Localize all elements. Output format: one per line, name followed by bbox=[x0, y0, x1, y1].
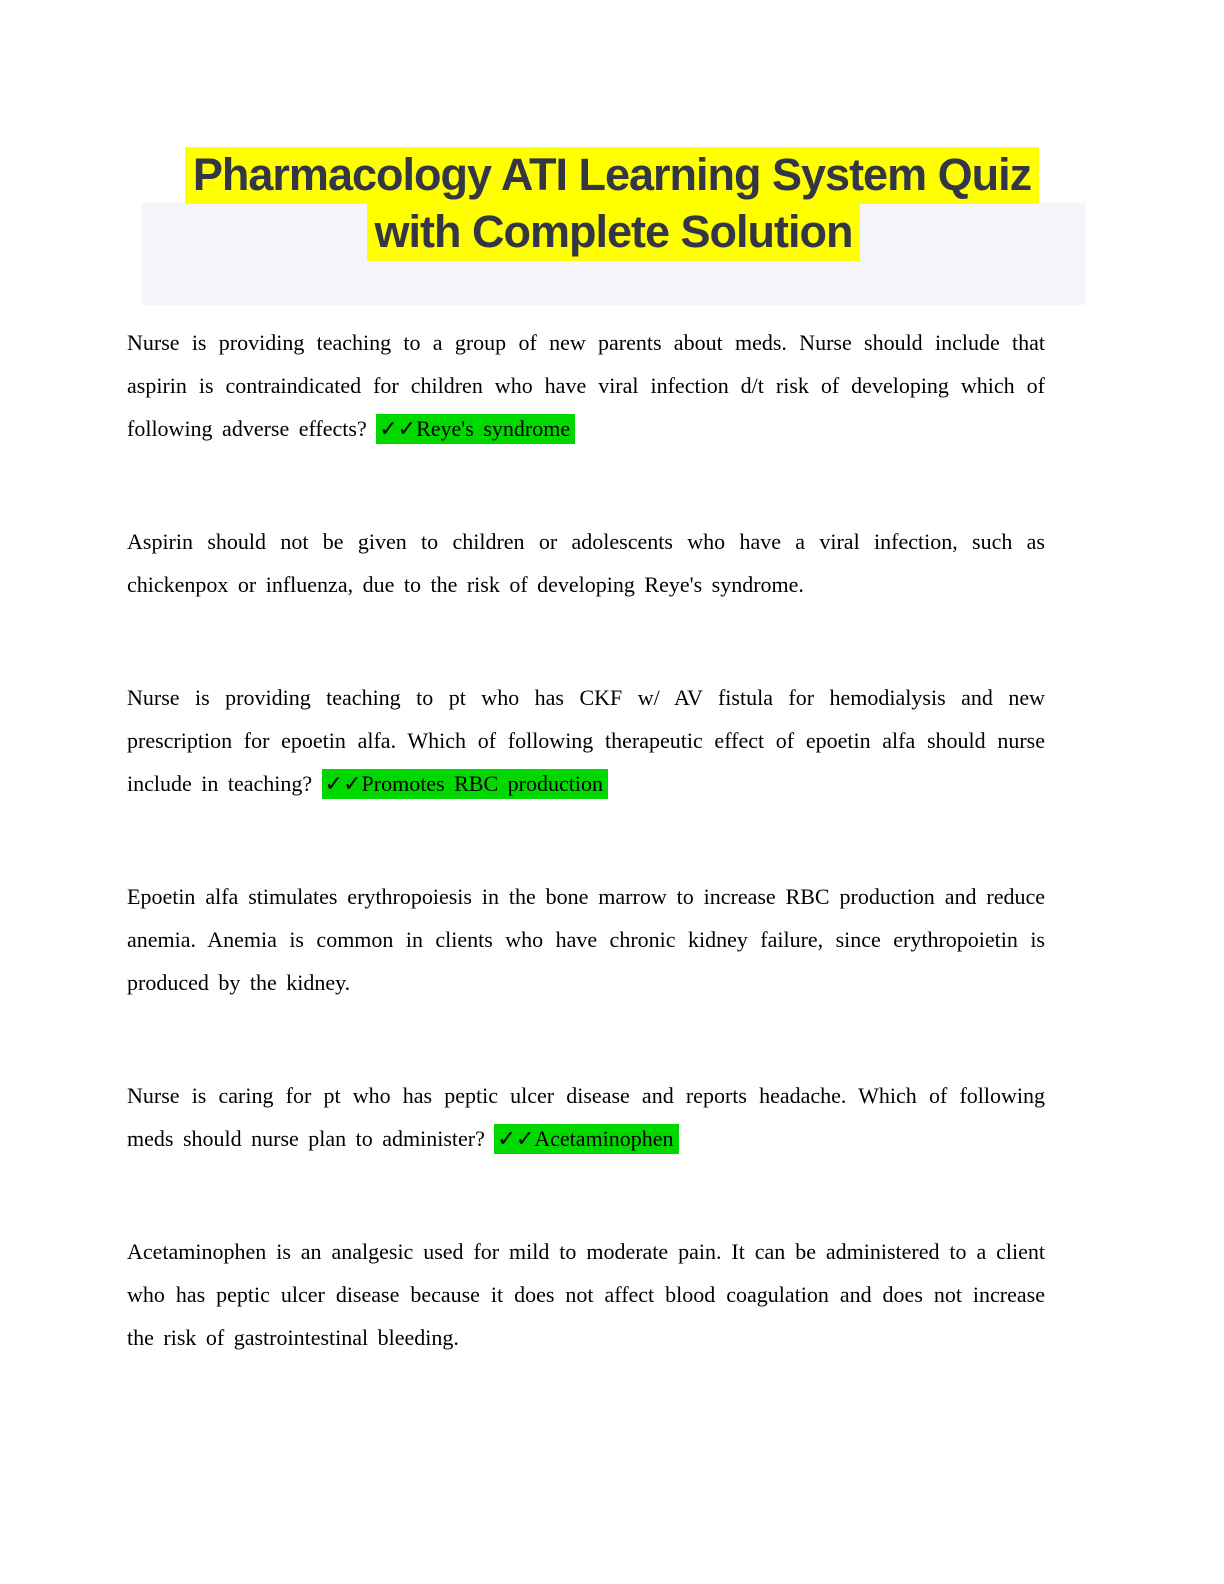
explanation-paragraph bbox=[127, 1230, 1045, 1359]
question-paragraph bbox=[127, 1074, 1045, 1160]
question-text: Nurse is providing teaching to pt who has CKF w/ AV fistula for hemodialysis and new prescription for epoetin alfa. Which of following therapeutic effect of epoetin alfa should nurse include in teaching? bbox=[127, 685, 1045, 796]
question-text: Nurse is caring for pt who has peptic ulcer disease and reports headache. Which of following meds should nurse plan to administer? bbox=[127, 1083, 1045, 1151]
quiz-content bbox=[127, 305, 1045, 1359]
answer-highlight: ✓✓Promotes RBC production bbox=[322, 769, 608, 799]
page-title-line-2 bbox=[142, 203, 1085, 305]
question-text: Nurse is providing teaching to a group of new parents about meds. Nurse should include that aspirin is contraindicated for children who have viral infection d/t risk of developing which of following adverse effects? bbox=[127, 330, 1045, 441]
explanation-text: Epoetin alfa stimulates erythropoiesis in the bone marrow to increase RBC production and reduce anemia. Anemia is common in clients who have chronic kidney failure, since erythropoietin is produced by the kidney. bbox=[127, 884, 1045, 995]
title-highlight-2: with Complete Solution bbox=[367, 204, 861, 261]
answer-highlight: ✓✓Acetaminophen bbox=[494, 1124, 678, 1154]
answer-highlight: ✓✓Reye's syndrome bbox=[376, 414, 575, 444]
explanation-paragraph bbox=[127, 875, 1045, 1004]
explanation-paragraph bbox=[127, 520, 1045, 606]
page-title bbox=[0, 146, 1224, 305]
question-paragraph bbox=[127, 321, 1045, 450]
title-highlight-1: Pharmacology ATI Learning System Quiz bbox=[185, 147, 1039, 204]
explanation-text: Acetaminophen is an analgesic used for mild to moderate pain. It can be administered to a client who has peptic ulcer disease because it does not affect blood coagulation and does not increase the risk of gastrointestinal bleeding. bbox=[127, 1239, 1045, 1350]
document-header bbox=[0, 0, 1224, 305]
explanation-text: Aspirin should not be given to children or adolescents who have a viral infection, such as chickenpox or influenza, due to the risk of developing Reye's syndrome. bbox=[127, 529, 1045, 597]
page-title-line-1 bbox=[0, 146, 1224, 203]
question-paragraph bbox=[127, 676, 1045, 805]
